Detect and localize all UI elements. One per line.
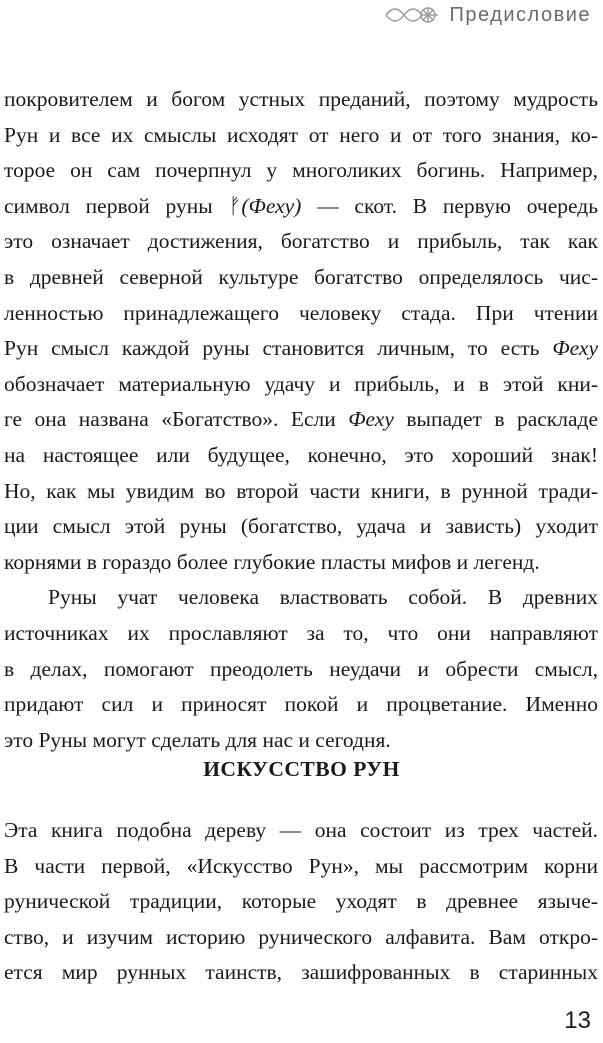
text-fragment: — скот. В первую очередь	[301, 193, 598, 218]
text-line: источниках их прославляют за то, что они направляют	[4, 620, 598, 645]
text-line: покровителем и богом устных преданий, поэтому мудрость	[4, 87, 598, 111]
text-line: в древней северной культуре богатство определялось чис-	[4, 264, 598, 289]
text-fragment: Рун смысл каждой руны становится личным, то есть	[4, 336, 553, 361]
text-line: обозначает материальную удачу и прибыль, и в этой кни-	[4, 371, 598, 396]
text-line: Но, как мы увидим во второй части книги, в рунной тради-	[4, 478, 598, 503]
text-line: в делах, помогают преодолеть неудачи и обрести смысл,	[4, 656, 598, 681]
text-fragment: ге она названа «Богатство». Если	[4, 407, 349, 432]
rune-name-italic: (Феху)	[241, 193, 302, 218]
text-line: ции смысл этой руны (богатство, удача и зависть) уходит	[4, 514, 598, 539]
text-fragment: выпадет в раскладе	[393, 407, 598, 432]
celtic-knot-icon	[384, 4, 440, 26]
text-line-with-italic	[4, 331, 598, 367]
text-line: на настоящее или будущее, конечно, это хороший знак!	[4, 442, 598, 467]
text-line: корнями в гораздо более глубокие пласты мифов и легенд.	[4, 549, 540, 574]
text-line: ство, и изучим историю рунического алфавита. Вам откро-	[4, 924, 598, 949]
rune-name-italic: Феху	[348, 407, 394, 432]
text-line: это означает достижения, богатство и прибыль, так как	[4, 229, 598, 254]
page-number: 13	[564, 1007, 591, 1034]
text-line: это Руны могут сделать для нас и сегодня.	[4, 727, 391, 752]
text-line: В части первой, «Искусство Рун», мы рассмотрим корни	[4, 853, 598, 878]
text-line: Руны учат человека властвовать собой. В древних	[48, 585, 598, 610]
rune-name-italic: Феху	[552, 336, 598, 361]
text-line: ленностью принадлежащего человеку стада. При чтении	[4, 300, 598, 325]
text-line: придают сил и приносят покой и процветание. Именно	[4, 692, 598, 717]
text-line: Эта книга подобна дереву — она состоит из трех частей.	[4, 818, 598, 842]
text-line: ется мир рунных таинств, зашифрованных в старинных	[4, 960, 598, 985]
body-text	[4, 82, 598, 758]
text-line: Рун и все их смыслы исходят от него и от того знания, ко-	[4, 122, 598, 147]
text-line-with-rune	[4, 189, 598, 225]
text-fragment: символ первой руны	[4, 193, 229, 218]
text-line: рунической традиции, которые уходят в древнее язычe-	[4, 889, 598, 914]
running-header-title: Предисловие	[449, 3, 591, 26]
section-text	[4, 813, 598, 991]
text-line: торое он сам почерпнул у многоликих богинь. Например,	[4, 158, 598, 183]
running-header	[384, 0, 591, 30]
fehu-rune-icon: ᚠ	[228, 193, 242, 219]
text-line-with-italic	[4, 402, 598, 438]
section-heading: ИСКУССТВО РУН	[203, 757, 400, 781]
